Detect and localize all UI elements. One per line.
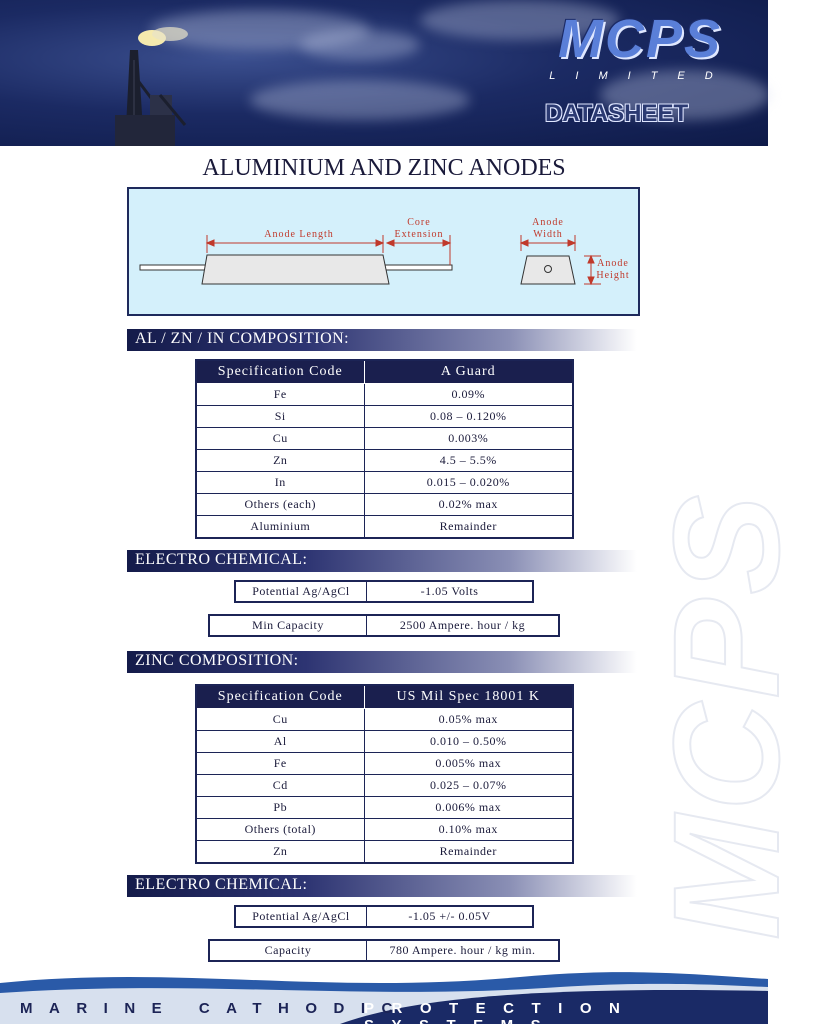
value-cell: 0.025 – 0.07% [364,775,573,797]
element-cell: Cu [196,428,364,450]
table-row [235,906,533,927]
logo-subtitle: LIMITED [549,70,733,82]
value-cell: 0.02% max [364,494,573,516]
element-cell: Aluminium [196,516,364,539]
table-row [196,472,573,494]
zinc-composition-table [195,684,574,864]
potential-table-2 [234,905,534,928]
label-cell: Min Capacity [209,615,367,636]
capacity-table-1 [208,614,560,637]
value-cell: 780 Ampere. hour / kg min. [367,940,560,961]
value-cell: 0.09% [364,384,573,406]
mcps-logo [520,10,760,80]
label-cell: Capacity [209,940,367,961]
value-cell: 0.05% max [364,709,573,731]
label-cell: Potential Ag/AgCl [235,581,367,602]
table-row [196,428,573,450]
value-cell: Remainder [364,841,573,864]
element-cell: Zn [196,450,364,472]
table-row [235,581,533,602]
table-row [196,731,573,753]
element-cell: Zn [196,841,364,864]
value-cell: -1.05 +/- 0.05V [367,906,534,927]
value-cell: Remainder [364,516,573,539]
cloud [250,80,470,120]
value-cell: 0.10% max [364,819,573,841]
anode-drawing [129,189,638,314]
table-row [209,615,559,636]
value-cell: 2500 Ampere. hour / kg [367,615,560,636]
table-row [196,709,573,731]
table-row [196,753,573,775]
element-cell: Fe [196,753,364,775]
section-title: ZINC COMPOSITION: [135,652,299,669]
datasheet-badge: DATASHEET [545,100,689,127]
table-header-row [196,360,573,384]
section-header-zinc-composition [127,651,637,673]
element-cell: In [196,472,364,494]
value-cell: -1.05 Volts [367,581,534,602]
section-header-electro-chemical-2 [127,875,637,897]
value-cell: 4.5 – 5.5% [364,450,573,472]
element-cell: Pb [196,797,364,819]
value-cell: 0.003% [364,428,573,450]
anode-width-label-1: Anode [532,217,564,228]
element-cell: Fe [196,384,364,406]
potential-table-1 [234,580,534,603]
oil-rig-icon [100,20,200,146]
element-cell: Others (total) [196,819,364,841]
capacity-table-2 [208,939,560,962]
value-cell: 0.005% max [364,753,573,775]
value-cell: 0.006% max [364,797,573,819]
table-row [196,797,573,819]
table-row [196,516,573,539]
value-cell: 0.010 – 0.50% [364,731,573,753]
section-header-electro-chemical-1 [127,550,637,572]
table-row [196,841,573,864]
label-cell: Potential Ag/AgCl [235,906,367,927]
column-header: Specification Code [196,360,364,384]
column-header: US Mil Spec 18001 K [364,685,573,709]
cloud [300,30,420,60]
table-header-row [196,685,573,709]
al-zn-in-composition-table [195,359,574,539]
footer-tagline-part1: MARINE CATHODIC [20,1000,409,1017]
header-banner [0,0,768,146]
table-row [196,494,573,516]
footer-tagline-part2: PROTECTION SYSTEMS [364,1000,638,1034]
mcps-watermark [640,150,810,950]
table-row [209,940,559,961]
anode-diagram [127,187,640,316]
logo-text: MCPS [557,9,722,69]
section-title: ELECTRO CHEMICAL: [135,551,308,568]
table-row [196,775,573,797]
value-cell: 0.08 – 0.120% [364,406,573,428]
anode-height-label-1: Anode [597,258,629,269]
core-extension-label-2: Extension [394,229,444,240]
column-header: A Guard [364,360,573,384]
anode-length-label: Anode Length [264,229,334,240]
table-row [196,384,573,406]
core-extension-label-1: Core [407,217,431,228]
element-cell: Al [196,731,364,753]
anode-height-label-2: Height [596,270,630,281]
watermark-text: MCPS [642,490,810,940]
table-row [196,819,573,841]
element-cell: Si [196,406,364,428]
section-title: AL / ZN / IN COMPOSITION: [135,330,350,347]
column-header: Specification Code [196,685,364,709]
footer-tagline [0,998,768,1034]
anode-width-label-2: Width [533,229,563,240]
table-row [196,450,573,472]
page-title: ALUMINIUM AND ZINC ANODES [202,155,566,181]
section-title: ELECTRO CHEMICAL: [135,876,308,893]
value-cell: 0.015 – 0.020% [364,472,573,494]
element-cell: Others (each) [196,494,364,516]
element-cell: Cd [196,775,364,797]
element-cell: Cu [196,709,364,731]
table-row [196,406,573,428]
section-header-al-zn-in [127,329,637,351]
